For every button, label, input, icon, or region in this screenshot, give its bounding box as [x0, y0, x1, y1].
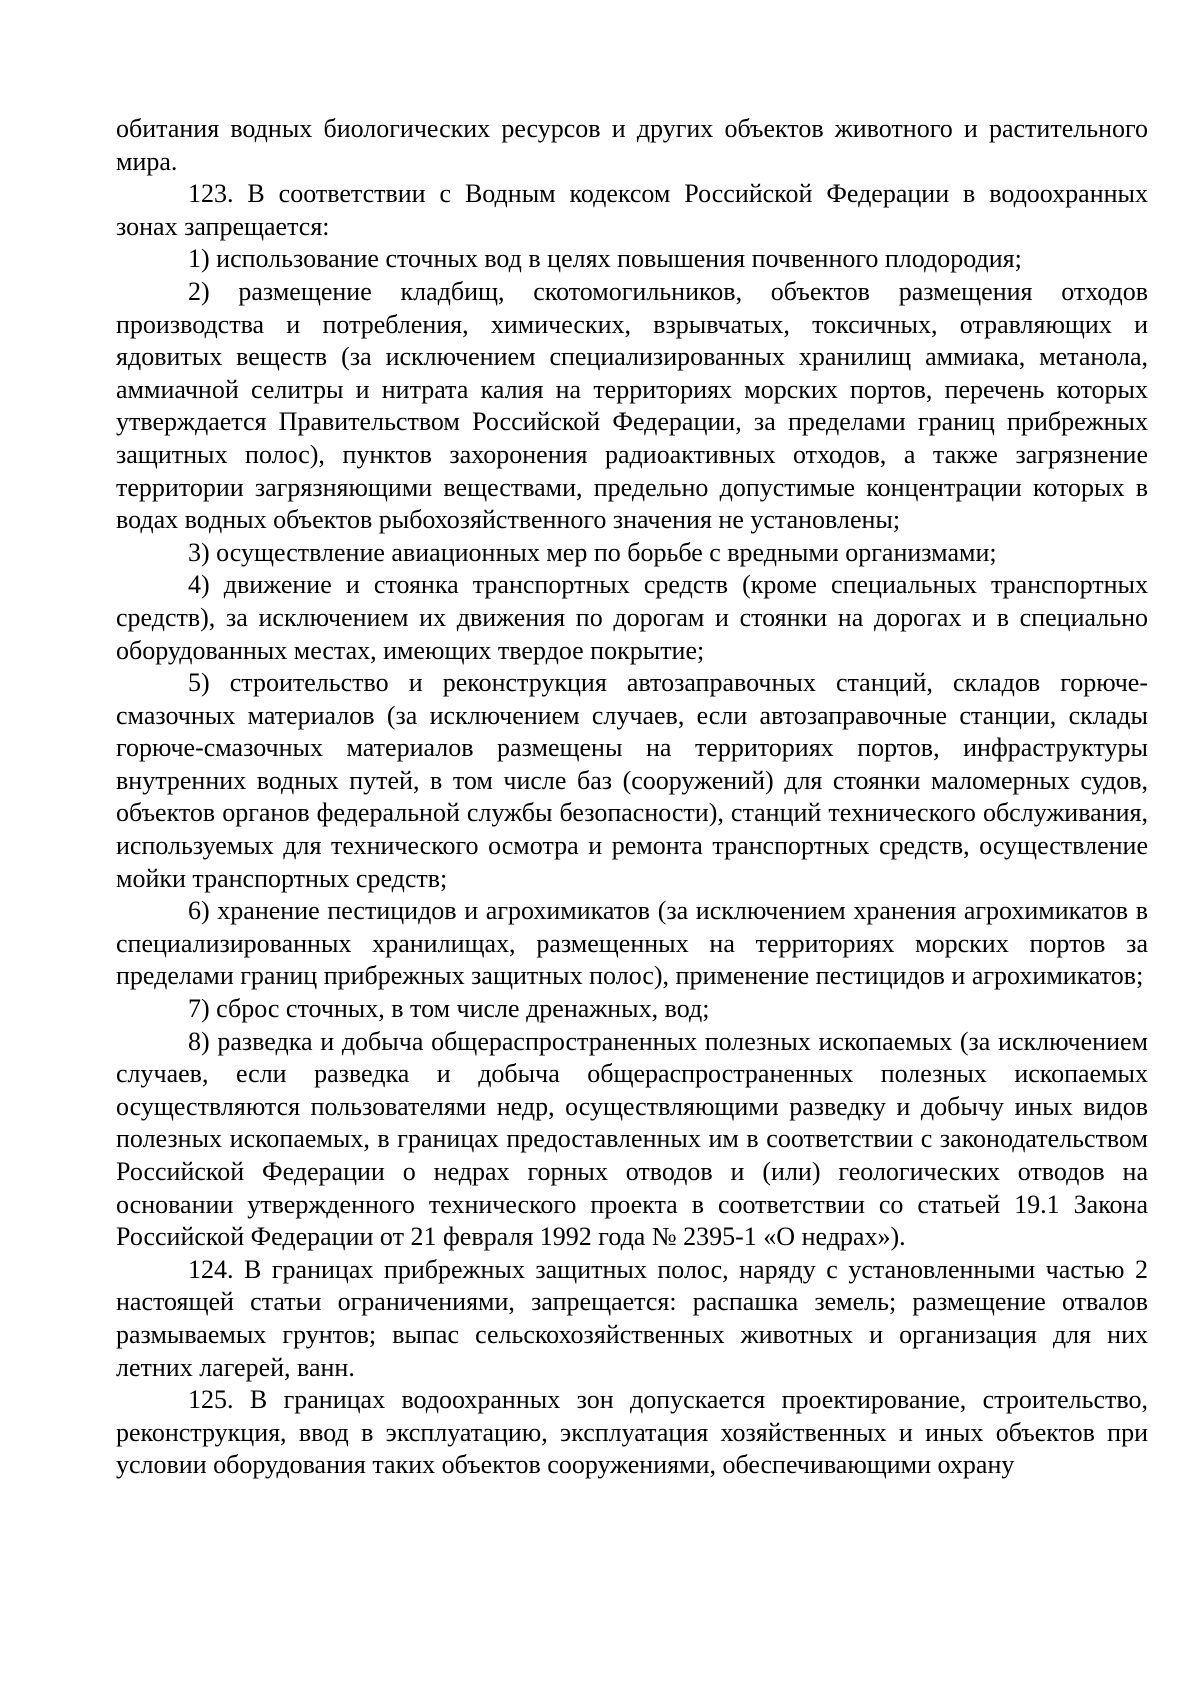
list-item-5: 5) строительство и реконструкция автозаправочных станций, складов горюче-смазочных материалов (за исключением случаев, если автозаправочные станции, склады горюче-смазочных материалов размещены на территориях портов, инфраструктуры внутренних водных путей, в том числе баз (сооружений) для стоянки маломерных судов, объектов органов федеральной службы безопасности), станций технического обслуживания, используемых для технического осмотра и ремонта транспортных средств, осуществление мойки транспортных средств; [116, 668, 1148, 893]
list-item-1: 1) использование сточных вод в целях повышения почвенного плодородия; [188, 244, 1022, 274]
paragraph-item-123: 123. В соответствии с Водным кодексом Российской Федерации в водоохранных зонах запрещается: [116, 179, 1148, 241]
paragraph-item-125: 125. В границах водоохранных зон допускается проектирование, строительство, реконструкция, ввод в эксплуатацию, эксплуатация хозяйственных и иных объектов при условии оборудования таких объектов сооружениями, обеспечивающими охрану [116, 1385, 1148, 1480]
list-item-6: 6) хранение пестицидов и агрохимикатов (за исключением хранения агрохимикатов в специализированных хранилищах, размещенных на территориях морских портов за пределами границ прибрежных защитных полос), применение пестицидов и агрохимикатов; [116, 896, 1148, 991]
list-item-3: 3) осуществление авиационных мер по борьбе с вредными организмами; [188, 537, 997, 567]
paragraph-item-124: 124. В границах прибрежных защитных полос, наряду с установленными частью 2 настоящей статьи ограничениями, запрещается: распашка земель; размещение отвалов размываемых грунтов; выпас сельскохозяйственных животных и организация для них летних лагерей, ванн. [116, 1254, 1148, 1382]
list-item-8: 8) разведка и добыча общераспространенных полезных ископаемых (за исключением случаев, если разведка и добыча общераспространенных полезных ископаемых осуществляются пользователями недр, осуществляющими разведку и добычу иных видов полезных ископаемых, в границах предоставленных им в соответствии с законодательством Российской Федерации о недрах горных отводов и (или) геологических отводов на основании утвержденного технического проекта в соответствии со статьей 19.1 Закона Российской Федерации от 21 февраля 1992 года № 2395-1 «О недрах»). [116, 1026, 1148, 1252]
list-item-2: 2) размещение кладбищ, скотомогильников, объектов размещения отходов производства и потребления, химических, взрывчатых, токсичных, отравляющих и ядовитых веществ (за исключением специализированных хранилищ аммиака, метанола, аммиачной селитры и нитрата калия на территориях морских портов, перечень которых утверждается Правительством Российской Федерации, за пределами границ прибрежных защитных полос), пунктов захоронения радиоактивных отходов, а также загрязнение территории загрязняющими веществами, предельно допустимые концентрации которых в водах водных объектов рыбохозяйственного значения не установлены; [116, 276, 1148, 535]
document-body [116, 113, 1148, 1482]
list-item-4: 4) движение и стоянка транспортных средств (кроме специальных транспортных средств), за исключением их движения по дорогам и стоянки на дорогах и в специально оборудованных местах, имеющих твердое покрытие; [116, 570, 1148, 665]
list-item-7: 7) сброс сточных, в том числе дренажных, вод; [188, 994, 710, 1024]
paragraph-continuation: обитания водных биологических ресурсов и других объектов животного и растительного мира. [116, 114, 1148, 176]
